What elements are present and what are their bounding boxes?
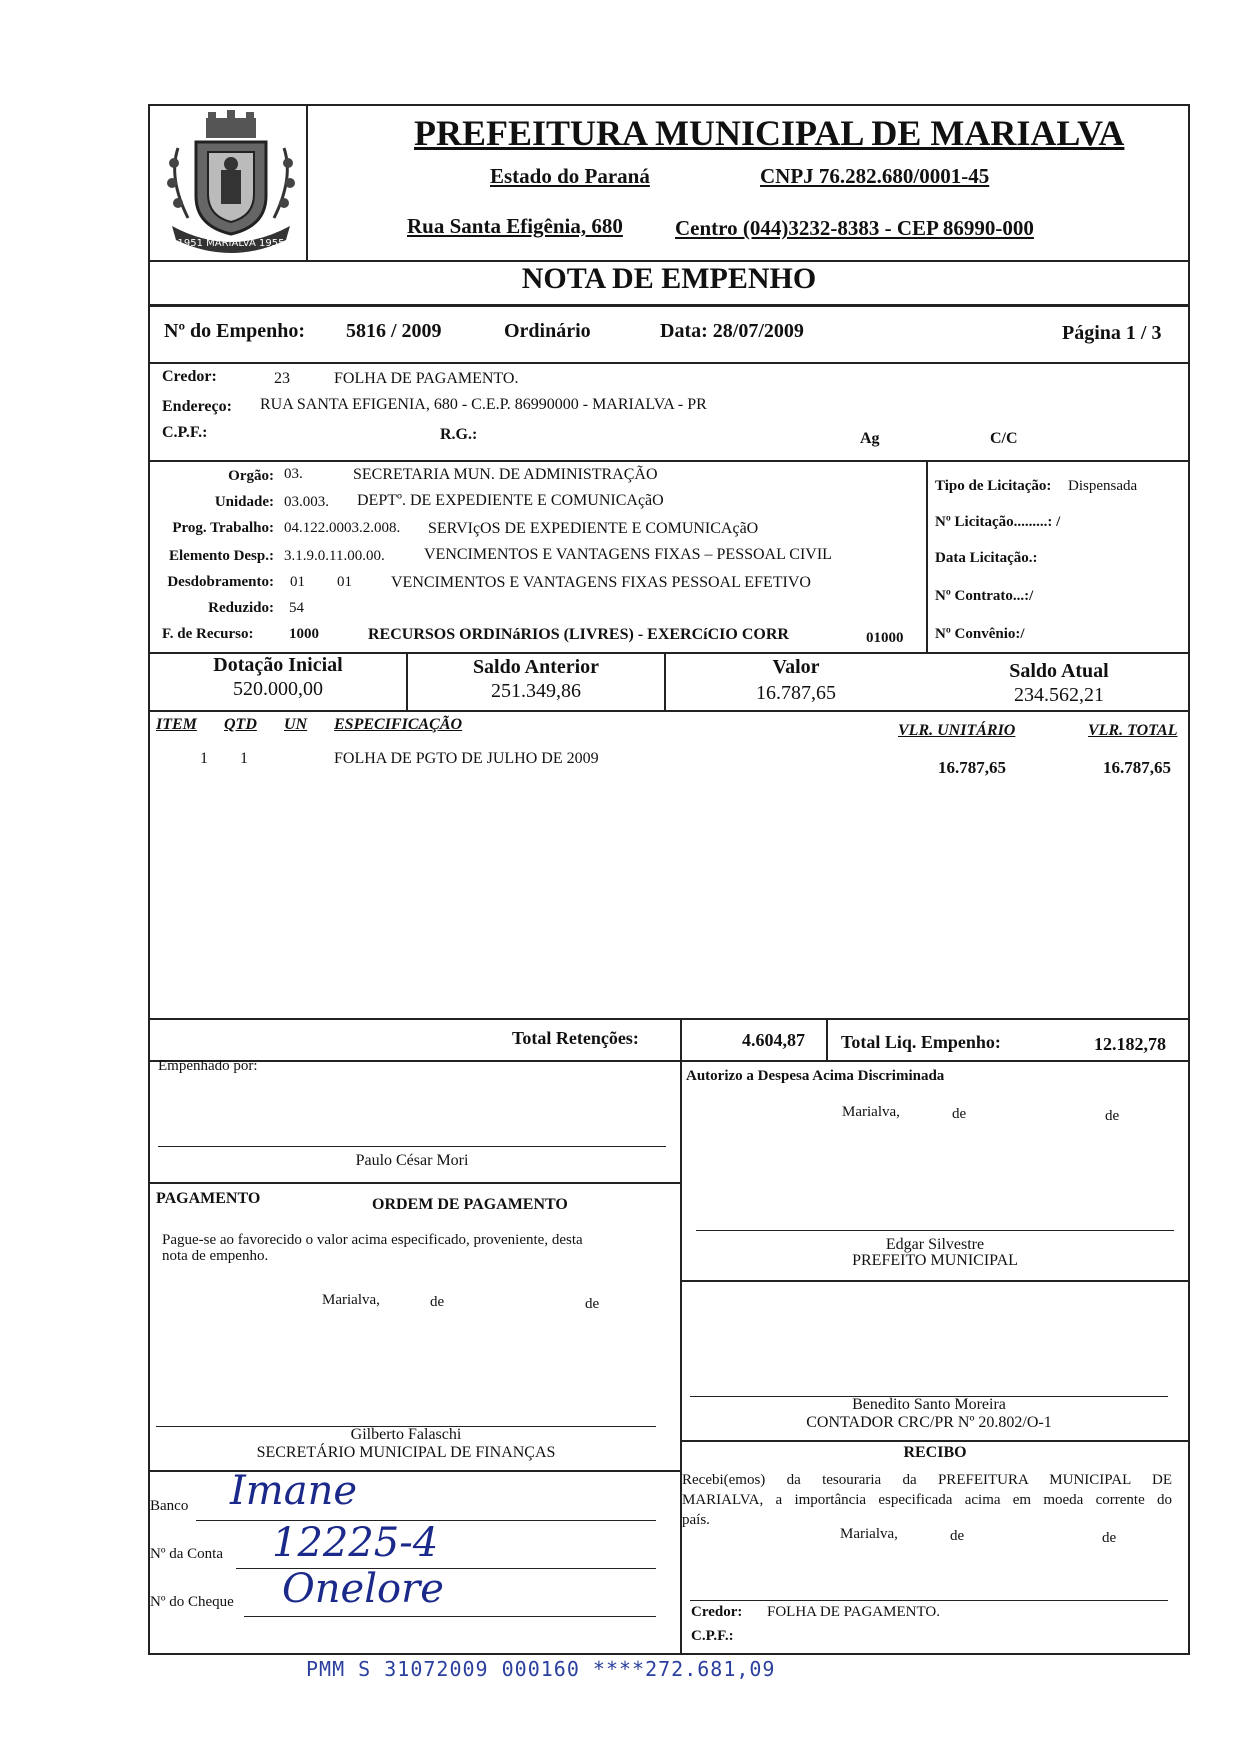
recibo-place: Marialva, bbox=[840, 1526, 898, 1542]
pagamento-text-2: nota de empenho. bbox=[162, 1248, 269, 1264]
recibo-credor-value: FOLHA DE PAGAMENTO. bbox=[767, 1604, 940, 1620]
recurso-code: 1000 bbox=[289, 626, 319, 642]
banco-label: Banco bbox=[150, 1498, 189, 1514]
saldo-atual-label: Saldo Atual bbox=[1009, 660, 1109, 682]
document-title: NOTA DE EMPENHO bbox=[521, 262, 817, 295]
prefeito-name: Edgar Silvestre bbox=[885, 1236, 985, 1253]
ag-label: Ag bbox=[860, 430, 880, 447]
convenio-number: Nº Convênio:/ bbox=[935, 626, 1025, 642]
recibo-de-1: de bbox=[950, 1528, 965, 1544]
saldo-atual-value: 234.562,21 bbox=[1014, 684, 1104, 706]
desdobramento-label: Desdobramento: bbox=[167, 574, 274, 590]
recibo-title: RECIBO bbox=[903, 1444, 967, 1461]
svg-text:1951 MARIALVA 1955: 1951 MARIALVA 1955 bbox=[177, 238, 285, 249]
autorizo-de-1: de bbox=[952, 1106, 967, 1122]
secretario-title: SECRETÁRIO MUNICIPAL DE FINANÇAS bbox=[256, 1444, 556, 1461]
recurso-label: F. de Recurso: bbox=[162, 626, 254, 642]
empenho-number-label: Nº do Empenho: bbox=[164, 320, 306, 342]
empenho-type: Ordinário bbox=[504, 320, 591, 342]
state-label: Estado do Paraná bbox=[490, 164, 650, 188]
desdobramento-code1: 01 bbox=[290, 574, 305, 590]
prog-name: SERVIçOS DE EXPEDIENTE E COMUNICAçãO bbox=[428, 520, 759, 537]
autorizo-label: Autorizo a Despesa Acima Discriminada bbox=[686, 1068, 945, 1084]
credor-name: FOLHA DE PAGAMENTO. bbox=[334, 370, 519, 387]
row-vlr-unitario: 16.787,65 bbox=[938, 758, 1006, 777]
col-un: UN bbox=[284, 716, 308, 733]
col-vlr-unitario: VLR. UNITÁRIO bbox=[898, 722, 1016, 739]
row-vlr-total: 16.787,65 bbox=[1103, 758, 1171, 777]
unidade-name: DEPTº. DE EXPEDIENTE E COMUNICAçãO bbox=[357, 492, 664, 509]
total-liquido-value: 12.182,78 bbox=[1094, 1034, 1166, 1054]
cc-label: C/C bbox=[990, 430, 1018, 447]
total-retencoes-value: 4.604,87 bbox=[742, 1030, 805, 1050]
municipal-crest-logo bbox=[158, 108, 304, 256]
contrato-number: Nº Contrato...:/ bbox=[935, 588, 1034, 604]
credor-label: Credor: bbox=[162, 368, 217, 385]
pagamento-place: Marialva, bbox=[322, 1292, 380, 1308]
col-qtd: QTD bbox=[224, 716, 257, 733]
desdobramento-name: VENCIMENTOS E VANTAGENS FIXAS PESSOAL EFETIVO bbox=[391, 574, 811, 591]
conta-handwritten: 12225-4 bbox=[272, 1520, 439, 1566]
saldo-anterior-value: 251.349,86 bbox=[491, 680, 581, 702]
contact-label: Centro (044)3232-8383 - CEP 86990-000 bbox=[675, 216, 1034, 240]
endereco-label: Endereço: bbox=[162, 398, 232, 415]
empenhado-por-label: Empenhado por: bbox=[158, 1058, 258, 1074]
payment-stamp: PMM S 31072009 000160 ****272.681,09 bbox=[306, 1657, 776, 1681]
reduzido-code: 54 bbox=[289, 600, 304, 616]
row-qtd: 1 bbox=[240, 750, 248, 767]
autorizo-de-2: de bbox=[1105, 1108, 1120, 1124]
recibo-text-2: MARIALVA, a importância especificada acima em moeda corrente do bbox=[682, 1492, 1172, 1508]
cheque-handwritten: Onelore bbox=[282, 1566, 444, 1612]
licitacao-number: Nº Licitação.........: / bbox=[935, 514, 1061, 530]
valor-value: 16.787,65 bbox=[756, 682, 836, 704]
desdobramento-code2: 01 bbox=[337, 574, 352, 590]
empenho-number: 5816 / 2009 bbox=[346, 320, 442, 342]
ordem-pagamento-label: ORDEM DE PAGAMENTO bbox=[372, 1196, 568, 1213]
cheque-label: Nº do Cheque bbox=[150, 1594, 234, 1610]
recibo-text-1: Recebi(emos) da tesouraria da PREFEITURA MUNICIPAL DE bbox=[682, 1472, 1172, 1488]
page-number: Página 1 / 3 bbox=[1062, 322, 1162, 344]
credor-code: 23 bbox=[274, 370, 290, 387]
col-item: ITEM bbox=[156, 716, 197, 733]
dotacao-label: Dotação Inicial bbox=[213, 654, 343, 676]
row-item: 1 bbox=[200, 750, 208, 767]
banco-handwritten: Imane bbox=[230, 1468, 358, 1514]
empenhado-por-name: Paulo César Mori bbox=[355, 1152, 469, 1169]
valor-label: Valor bbox=[772, 656, 820, 678]
tipo-licitacao-label: Tipo de Licitação: bbox=[935, 478, 1052, 494]
recibo-cpf-label: C.P.F.: bbox=[691, 1628, 734, 1644]
contador-name: Benedito Santo Moreira bbox=[852, 1396, 1006, 1413]
recibo-de-2: de bbox=[1102, 1530, 1117, 1546]
recibo-text-3: país. bbox=[682, 1512, 710, 1528]
contador-title: CONTADOR CRC/PR Nº 20.802/O-1 bbox=[806, 1414, 1052, 1431]
prog-code: 04.122.0003.2.008. bbox=[284, 520, 401, 536]
cpf-label: C.P.F.: bbox=[162, 424, 208, 441]
row-especificacao: FOLHA DE PGTO DE JULHO DE 2009 bbox=[334, 750, 599, 767]
unidade-code: 03.003. bbox=[284, 494, 329, 510]
autorizo-place: Marialva, bbox=[842, 1104, 900, 1120]
total-liquido-label: Total Liq. Empenho: bbox=[841, 1032, 1001, 1052]
elemento-label: Elemento Desp.: bbox=[169, 548, 274, 564]
address-label: Rua Santa Efigênia, 680 bbox=[407, 214, 623, 238]
recurso-code2: 01000 bbox=[866, 630, 904, 646]
unidade-label: Unidade: bbox=[214, 494, 274, 510]
col-vlr-total: VLR. TOTAL bbox=[1088, 722, 1178, 739]
prefeito-title: PREFEITO MUNICIPAL bbox=[852, 1252, 1018, 1269]
reduzido-label: Reduzido: bbox=[208, 600, 274, 616]
conta-label: Nº da Conta bbox=[150, 1546, 223, 1562]
pagamento-de-2: de bbox=[585, 1296, 600, 1312]
pagamento-text-1: Pague-se ao favorecido o valor acima especificado, proveniente, desta bbox=[162, 1232, 583, 1248]
elemento-name: VENCIMENTOS E VANTAGENS FIXAS – PESSOAL CIVIL bbox=[424, 546, 832, 563]
page-title: PREFEITURA MUNICIPAL DE MARIALVA bbox=[414, 113, 1125, 153]
orgao-label: Orgão: bbox=[228, 468, 274, 484]
pagamento-de-1: de bbox=[430, 1294, 445, 1310]
empenho-date: Data: 28/07/2009 bbox=[660, 320, 804, 342]
recurso-name: RECURSOS ORDINáRIOS (LIVRES) - EXERCíCIO CORR bbox=[368, 626, 789, 643]
orgao-code: 03. bbox=[284, 466, 303, 482]
pagamento-label: PAGAMENTO bbox=[156, 1190, 261, 1207]
dotacao-value: 520.000,00 bbox=[233, 678, 323, 700]
saldo-anterior-label: Saldo Anterior bbox=[472, 656, 600, 678]
cnpj-label: CNPJ 76.282.680/0001-45 bbox=[760, 164, 990, 188]
endereco-value: RUA SANTA EFIGENIA, 680 - C.E.P. 86990000 - MARIALVA - PR bbox=[260, 396, 707, 413]
total-retencoes-label: Total Retenções: bbox=[512, 1028, 639, 1048]
col-especificacao: ESPECIFICAÇÃO bbox=[334, 716, 463, 733]
recibo-credor-label: Credor: bbox=[691, 1604, 743, 1620]
secretario-name: Gilberto Falaschi bbox=[350, 1426, 462, 1443]
tipo-licitacao-value: Dispensada bbox=[1068, 478, 1138, 494]
elemento-code: 3.1.9.0.11.00.00. bbox=[284, 548, 385, 564]
rg-label: R.G.: bbox=[440, 426, 478, 443]
prog-label: Prog. Trabalho: bbox=[172, 520, 274, 536]
orgao-name: SECRETARIA MUN. DE ADMINISTRAÇÃO bbox=[353, 466, 658, 483]
licitacao-date: Data Licitação.: bbox=[935, 550, 1038, 566]
